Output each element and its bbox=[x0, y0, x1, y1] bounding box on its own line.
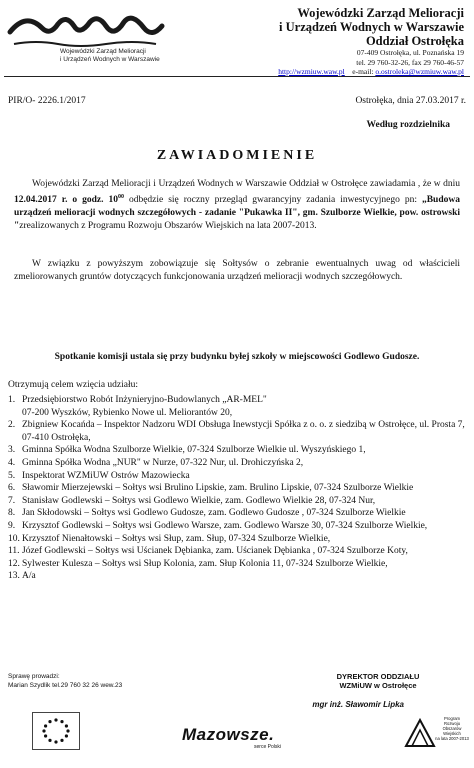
meeting-location: Spotkanie komisji ustala się przy budynku byłej szkoły w miejscowości Godlewo Gudosze. bbox=[54, 352, 420, 362]
prow-text: Program Rozwoju Obszarów Wiejskich na lata 2007-2013 bbox=[435, 716, 469, 741]
recipient-number: 1. bbox=[8, 395, 16, 405]
logo-sub-line: Wojewódzki Zarząd Melioracji bbox=[60, 48, 146, 55]
recipient-item bbox=[8, 470, 466, 483]
mazowsze-logo: Mazowsze. bbox=[182, 725, 275, 744]
recipient-number: 5. bbox=[8, 470, 16, 481]
recipient-text: Krzysztof Godlewski – Sołtys wsi Godlewo Warsze, zam. Godlewo Warsze 30, 07-324 Szulborze Wielkie, bbox=[22, 520, 428, 531]
director-stamp: DYREKTOR ODDZIAŁU WZMiUW w Ostrołęce bbox=[336, 672, 420, 690]
logo-subtitle bbox=[60, 48, 160, 64]
recipient-number: 6. bbox=[8, 483, 16, 494]
reference-number: PIR/O- 2226.1/2017 bbox=[8, 96, 86, 106]
logo-sub-line: i Urządzeń Wodnych w Warszawie bbox=[60, 56, 160, 63]
recipient-number: 13. bbox=[8, 571, 20, 582]
recipient-number: 8. bbox=[8, 508, 16, 519]
website-link[interactable]: http://wzmiuw.waw.pl bbox=[278, 67, 345, 76]
recipient-text: Krzysztof Nienałtowski – Sołtys wsi Słup, zam. Słup, 07-324 Szulborze Wielkie, bbox=[22, 533, 331, 544]
recipient-item bbox=[8, 419, 466, 444]
document-date: Ostrołęka, dnia 27.03.2017 r. bbox=[355, 96, 466, 106]
recipient-item bbox=[8, 444, 466, 457]
recipient-item bbox=[8, 482, 466, 495]
email-link[interactable]: o.ostroleka@wzmiuw.waw.pl bbox=[375, 67, 464, 76]
recipient-number: 10. bbox=[8, 533, 20, 544]
recipients-list bbox=[8, 394, 466, 583]
recipient-number: 3. bbox=[8, 445, 16, 456]
recipient-number: 11. bbox=[8, 546, 20, 557]
recipient-item bbox=[8, 507, 466, 520]
recipient-item bbox=[8, 495, 466, 508]
recipient-number bbox=[8, 407, 22, 420]
prepared-by: Sprawę prowadzi: Marian Szydlik tel.29 760 32 26 wew.23 bbox=[8, 673, 123, 689]
task-name: „Budowa urządzeń melioracji wodnych szczegółowych - zadanie "Pukawka II", gm. Szulborze Wielkie, pow. ostrowski " bbox=[14, 195, 460, 232]
header-divider bbox=[4, 76, 470, 77]
address: 07-409 Ostrołęka, ul. Poznańska 19 bbox=[356, 48, 464, 57]
recipient-number: 12. bbox=[8, 558, 20, 569]
recipient-item bbox=[8, 558, 466, 571]
document-title: ZAWIADOMIENIE bbox=[156, 148, 318, 163]
contact-block bbox=[224, 48, 464, 77]
recipient-number: 4. bbox=[8, 457, 16, 468]
recipient-item bbox=[8, 533, 466, 546]
recipient-number: 9. bbox=[8, 520, 16, 531]
recipient-text: Sylwester Kulesza – Sołtys wsi Słup Kolonia, zam. Słup Kolonia 11, 07-324 Szulborze Wielkie, bbox=[22, 558, 388, 569]
paragraph-notice: Wojewódzki Zarząd Melioracji i Urządzeń Wodnych w Warszawie Oddział w Ostrołęce zawiadamia , że w dniu 12.04.2017 r. o godz. $10^{00}$ odbędzie się roczny przegląd gwarancyjny zadania inwestycyjnego pn: „Budowa urządzeń melioracji wodnych szczegółowych - zadanie "Pukawka II", gm. Szulborze Wielkie, pow. ostrowski "zrealizowanych z Programu Rozwoju Obszarów Wiejskich na lata 2007-2013. bbox=[14, 179, 460, 232]
preparer-contact: Marian Szydlik tel.29 760 32 26 wew.23 bbox=[8, 682, 123, 689]
recipient-item bbox=[8, 457, 466, 470]
recipient-text: Stanisław Godlewski – Sołtys wsi Godlewo Wielkie, zam. Godlewo Wielkie 28, 07-324 Nur, bbox=[22, 495, 376, 506]
signer-name: mgr inż. Sławomir Lipka bbox=[312, 700, 404, 709]
recipient-text: Sławomir Mierzejewski – Sołtys wsi Brulino Lipskie, zam. Brulino Lipskie, 07-324 Szulborze Wielkie bbox=[22, 483, 414, 494]
recipient-text: Jan Skłodowski – Sołtys wsi Godlewo Gudosze, zam. Godlewo Gudosze , 07-324 Szulborze Wielkie bbox=[22, 508, 406, 519]
recipient-text: Gminna Spółka Wodna Szulborze Wielkie, 07-324 Szulborze Wielkie ul. Wyszyńskiego 1, bbox=[22, 445, 366, 456]
recipient-text: A/a bbox=[22, 571, 36, 582]
recipient-item bbox=[8, 407, 466, 420]
mazowsze-tagline: serce Polski bbox=[254, 744, 281, 750]
org-line: i Urządzeń Wodnych w Warszawie bbox=[279, 20, 464, 34]
recipient-text: 07-200 Wyszków, Rybienko Nowe ul. Meliorantów 20, bbox=[22, 407, 233, 418]
recipient-item bbox=[8, 545, 466, 558]
recipient-item bbox=[8, 520, 466, 533]
recipient-text: Józef Godlewski – Sołtys wsi Uścianek Dębianka, zam. Uścianek Dębianka , 07-324 Szulborze Koty, bbox=[22, 546, 408, 557]
recipients-heading: Otrzymują celem wzięcia udziału: bbox=[8, 380, 139, 390]
recipient-text: Zbigniew Kocańda – Inspektor Nadzoru WDI Obsługa Inewstycji Spółka z o. o. z siedzibą w Ostrołęce, ul. Prosta 7, 07-410 Ostrołęka, bbox=[22, 420, 465, 443]
org-line: Wojewódzki Zarząd Melioracji bbox=[297, 6, 464, 20]
phone-fax: tel. 29 760-32-26, fax 29 760-46-57 bbox=[356, 57, 464, 67]
recipient-text: Inspektorat WZMiUW Ostrów Mazowiecka bbox=[22, 470, 190, 481]
paragraph-obligation: W związku z powyższym zobowiązuje się Sołtysów o zebranie ewentualnych uwag od właścicieli zmeliorowanych gruntów dotyczących funkcjonowania urządzeń melioracji wodnych szczegółowych. bbox=[14, 259, 460, 282]
meeting-date: 12.04.2017 r. o godz. 10 bbox=[14, 195, 118, 206]
recipient-text: Gminna Spółka Wodna „NUR" w Nurze, 07-322 Nur, ul. Drohiczyńska 2, bbox=[22, 457, 304, 468]
email-label: e-mail: bbox=[352, 67, 374, 76]
distribution-note: Według rozdzielnika bbox=[366, 120, 450, 130]
recipient-item bbox=[8, 570, 466, 583]
recipient-text: Przedsiębiorstwo Robót Inżynieryjno-Budowlanych „AR-MEL" bbox=[22, 395, 267, 405]
organization-name bbox=[194, 6, 464, 48]
org-line: Oddział Ostrołęka bbox=[365, 34, 464, 48]
recipient-number: 7. bbox=[8, 495, 16, 506]
recipient-number: 2. bbox=[8, 420, 16, 431]
eu-flag-icon bbox=[32, 712, 80, 750]
recipient-item bbox=[8, 394, 466, 407]
